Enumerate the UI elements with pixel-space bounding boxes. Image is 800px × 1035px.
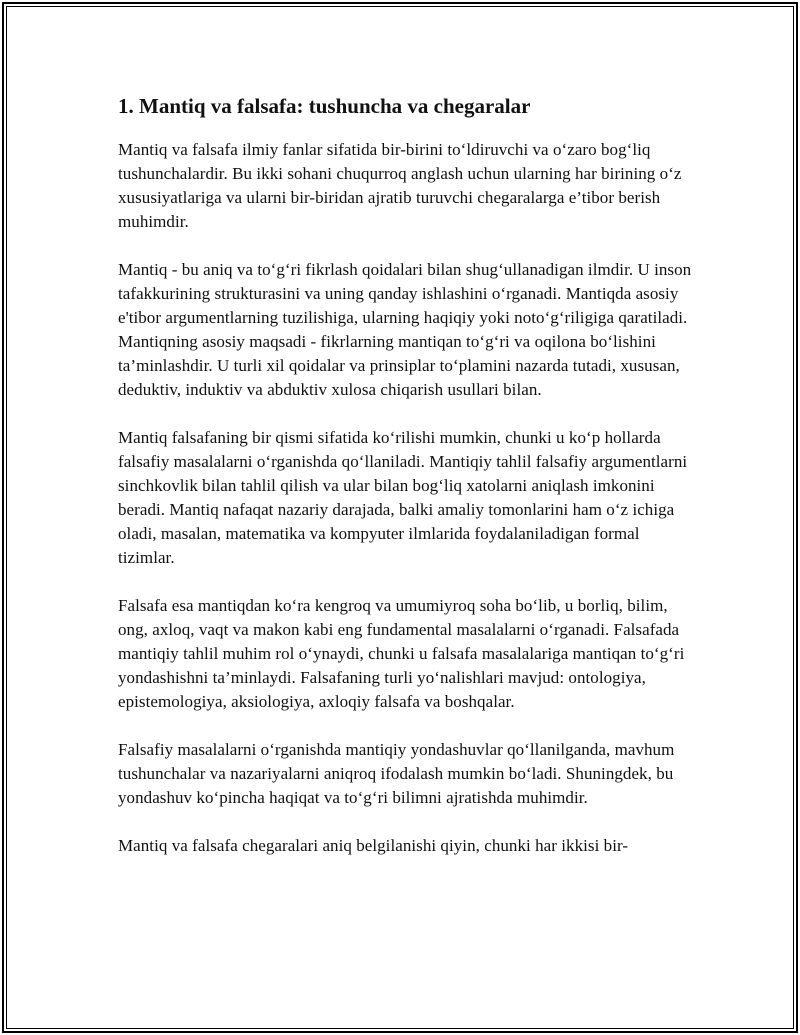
section-heading: 1. Mantiq va falsafa: tushuncha va chegaralar (118, 94, 531, 118)
paragraph-falsafa-definition: Falsafa esa mantiqdan ko‘ra kengroq va umumiyroq soha bo‘lib, u borliq, bilim, ong, axloq, vaqt va makon kabi eng fundamental masalalarni o‘rganadi. Falsafada mantiqiy tahlil muhim rol o‘ynaydi, chunki u falsafa masalalariga mantiqan to‘g‘ri yondashishni ta’minlaydi. Falsafaning turli yo‘nalishlari mavjud: ontologiya, epistemologiya, aksiologiya, axloqiy falsafa va boshqalar. (118, 596, 685, 711)
paragraph-mantiq-in-philosophy: Mantiq falsafaning bir qismi sifatida ko‘rilishi mumkin, chunki u ko‘p hollarda falsafiy masalalarni o‘rganishda qo‘llaniladi. Mantiqiy tahlil falsafiy argumentlarni sinchkovlik bilan tahlil qilish va ular bilan bog‘liq xatolarni aniqlash imkonini beradi. Mantiq nafaqat nazariy darajada, balki amaliy tomonlarini ham o‘z ichiga oladi, masalan, matematika va kompyuter ilmlarida foydalaniladigan formal tizimlar. (118, 428, 688, 567)
paragraph-mantiq-definition: Mantiq - bu aniq va to‘g‘ri fikrlash qoidalari bilan shug‘ullanadigan ilmdir. U inson tafakkurining strukturasini va uning qanday ishlashini o‘rganadi. Mantiqda asosiy e'tibor argumentlarning tuzilishiga, ularning haqiqiy yoki noto‘g‘riligiga qaratiladi. Mantiqning asosiy maqsadi - fikrlarning mantiqan to‘g‘ri va oqilona bo‘lishini ta’minlashdir. U turli xil qoidalar va prinsiplar to‘plamini nazarda tutadi, xususan, deduktiv, induktiv va abduktiv xulosa chiqarish usullari bilan. (118, 260, 692, 399)
document-body (118, 93, 698, 882)
paragraph-logical-approaches: Falsafiy masalalarni o‘rganishda mantiqiy yondashuvlar qo‘llanilganda, mavhum tushunchalar va nazariyalarni aniqroq ifodalash mumkin bo‘ladi. Shuningdek, bu yondashuv ko‘pincha haqiqat va to‘g‘ri bilimni ajratishda muhimdir. (118, 740, 675, 807)
paragraph-intro: Mantiq va falsafa ilmiy fanlar sifatida bir-birini to‘ldiruvchi va o‘zaro bog‘liq tushunchalardir. Bu ikki sohani chuqurroq anglash uchun ularning har birining o‘z xususiyatlariga va ularni bir-biridan ajratib turuvchi chegaralarga e’tibor berish muhimdir. (118, 140, 682, 231)
paragraph-boundaries: Mantiq va falsafa chegaralari aniq belgilanishi qiyin, chunki har ikkisi bir- (118, 836, 629, 855)
